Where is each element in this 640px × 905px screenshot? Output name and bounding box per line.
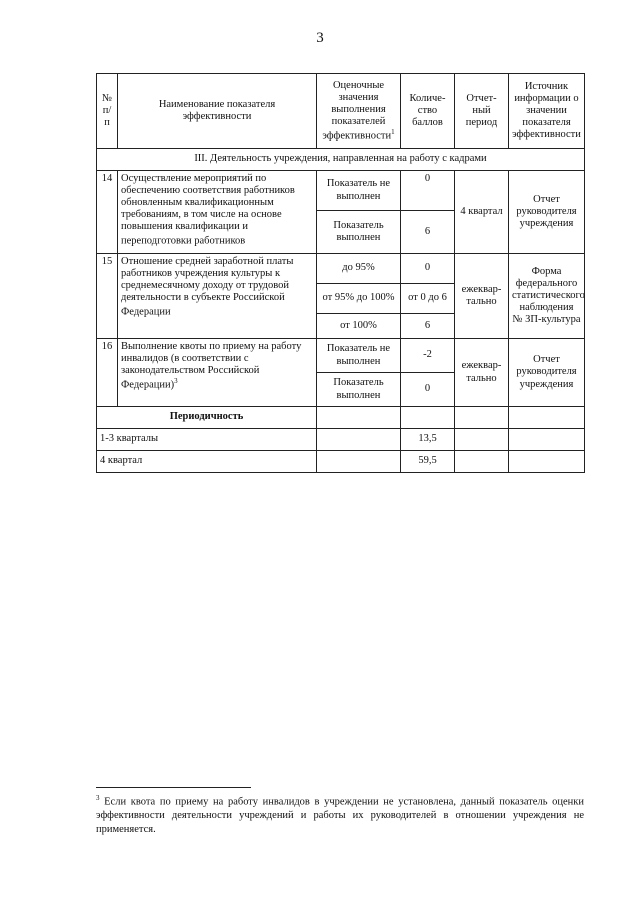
periodicity-points: 59,5 — [401, 451, 455, 473]
empty-cell — [455, 451, 509, 473]
table-header-row — [97, 74, 585, 149]
table-row — [97, 171, 585, 211]
value-cell: от 100% — [317, 314, 401, 339]
header-points: Количе- ство баллов — [401, 74, 455, 149]
indicator-name: Осуществление мероприятий по обеспечению соответствия работников обновленным квалификационным требованиям, в том числе на основе повышения квалификации и переподготовки работников — [118, 171, 317, 254]
indicator-name: Выполнение квоты по приему на работу инвалидов (в соответствии с законодательством Российской Федерации)$^3$ — [118, 339, 317, 407]
table-row — [97, 339, 585, 373]
empty-cell — [317, 407, 401, 429]
period-cell: ежеквар- тально — [455, 254, 509, 339]
empty-cell — [455, 407, 509, 429]
footnote — [96, 794, 584, 836]
indicator-name: Отношение средней заработной платы работников учреждения культуры к среднемесячному доходу от трудовой деятельности в субъекте Российской Федерации — [118, 254, 317, 339]
footnote-mark: 3 — [174, 377, 178, 386]
footnote-text: Если квота по приему на работу инвалидов в учреждении не установлена, данный показатель оценки эффективности деятельности учреждений и работы их руководителей в отношении учреждения не применяется. — [96, 796, 584, 835]
periodicity-header-row — [97, 407, 585, 429]
periodicity-row — [97, 451, 585, 473]
points-cell: 6 — [401, 314, 455, 339]
page-number: 3 — [316, 30, 324, 46]
points-cell: 6 — [401, 211, 455, 254]
header-name: Наименование показателя эффективности — [118, 74, 317, 149]
points-cell: 0 — [401, 373, 455, 407]
row-number: 15 — [97, 254, 118, 339]
row-number: 14 — [97, 171, 118, 254]
value-cell: Показатель выполнен — [317, 211, 401, 254]
periodicity-label: 1-3 кварталы — [97, 429, 317, 451]
empty-cell — [509, 451, 585, 473]
periodicity-label: 4 квартал — [97, 451, 317, 473]
points-cell: -2 — [401, 339, 455, 373]
points-cell: от 0 до 6 — [401, 284, 455, 314]
header-values-footnote-mark: 1 — [391, 127, 395, 136]
section-title: III. Деятельность учреждения, направленная на работу с кадрами — [97, 149, 585, 171]
header-period: Отчет- ный период — [455, 74, 509, 149]
empty-cell — [455, 429, 509, 451]
footnote-divider — [96, 787, 251, 788]
points-cell: 0 — [401, 254, 455, 284]
period-cell: ежеквар- тально — [455, 339, 509, 407]
period-cell: 4 квартал — [455, 171, 509, 254]
periodicity-row — [97, 429, 585, 451]
empty-cell — [401, 407, 455, 429]
empty-cell — [317, 451, 401, 473]
value-cell: до 95% — [317, 254, 401, 284]
points-cell: 0 — [401, 171, 455, 211]
value-cell: Показатель выполнен — [317, 373, 401, 407]
value-cell: Показатель не выполнен — [317, 171, 401, 211]
header-num: № п/п — [97, 74, 118, 149]
header-source: Источник информации о значении показателя эффективности — [509, 74, 585, 149]
table-row — [97, 254, 585, 284]
periodicity-title: Периодичность — [97, 407, 317, 429]
value-cell: от 95% до 100% — [317, 284, 401, 314]
empty-cell — [317, 429, 401, 451]
empty-cell — [509, 429, 585, 451]
footnote-mark: 3 — [96, 794, 100, 802]
header-values: Оценочные значения выполнения показателей эффективности$^1$ — [317, 74, 401, 149]
source-cell: Отчет руководителя учреждения — [509, 339, 585, 407]
source-cell: Форма федерального статистического наблюдения № ЗП-культура — [509, 254, 585, 339]
empty-cell — [509, 407, 585, 429]
section-row — [97, 149, 585, 171]
value-cell: Показатель не выполнен — [317, 339, 401, 373]
row-number: 16 — [97, 339, 118, 407]
efficiency-table — [96, 73, 585, 473]
periodicity-points: 13,5 — [401, 429, 455, 451]
source-cell: Отчет руководителя учреждения — [509, 171, 585, 254]
